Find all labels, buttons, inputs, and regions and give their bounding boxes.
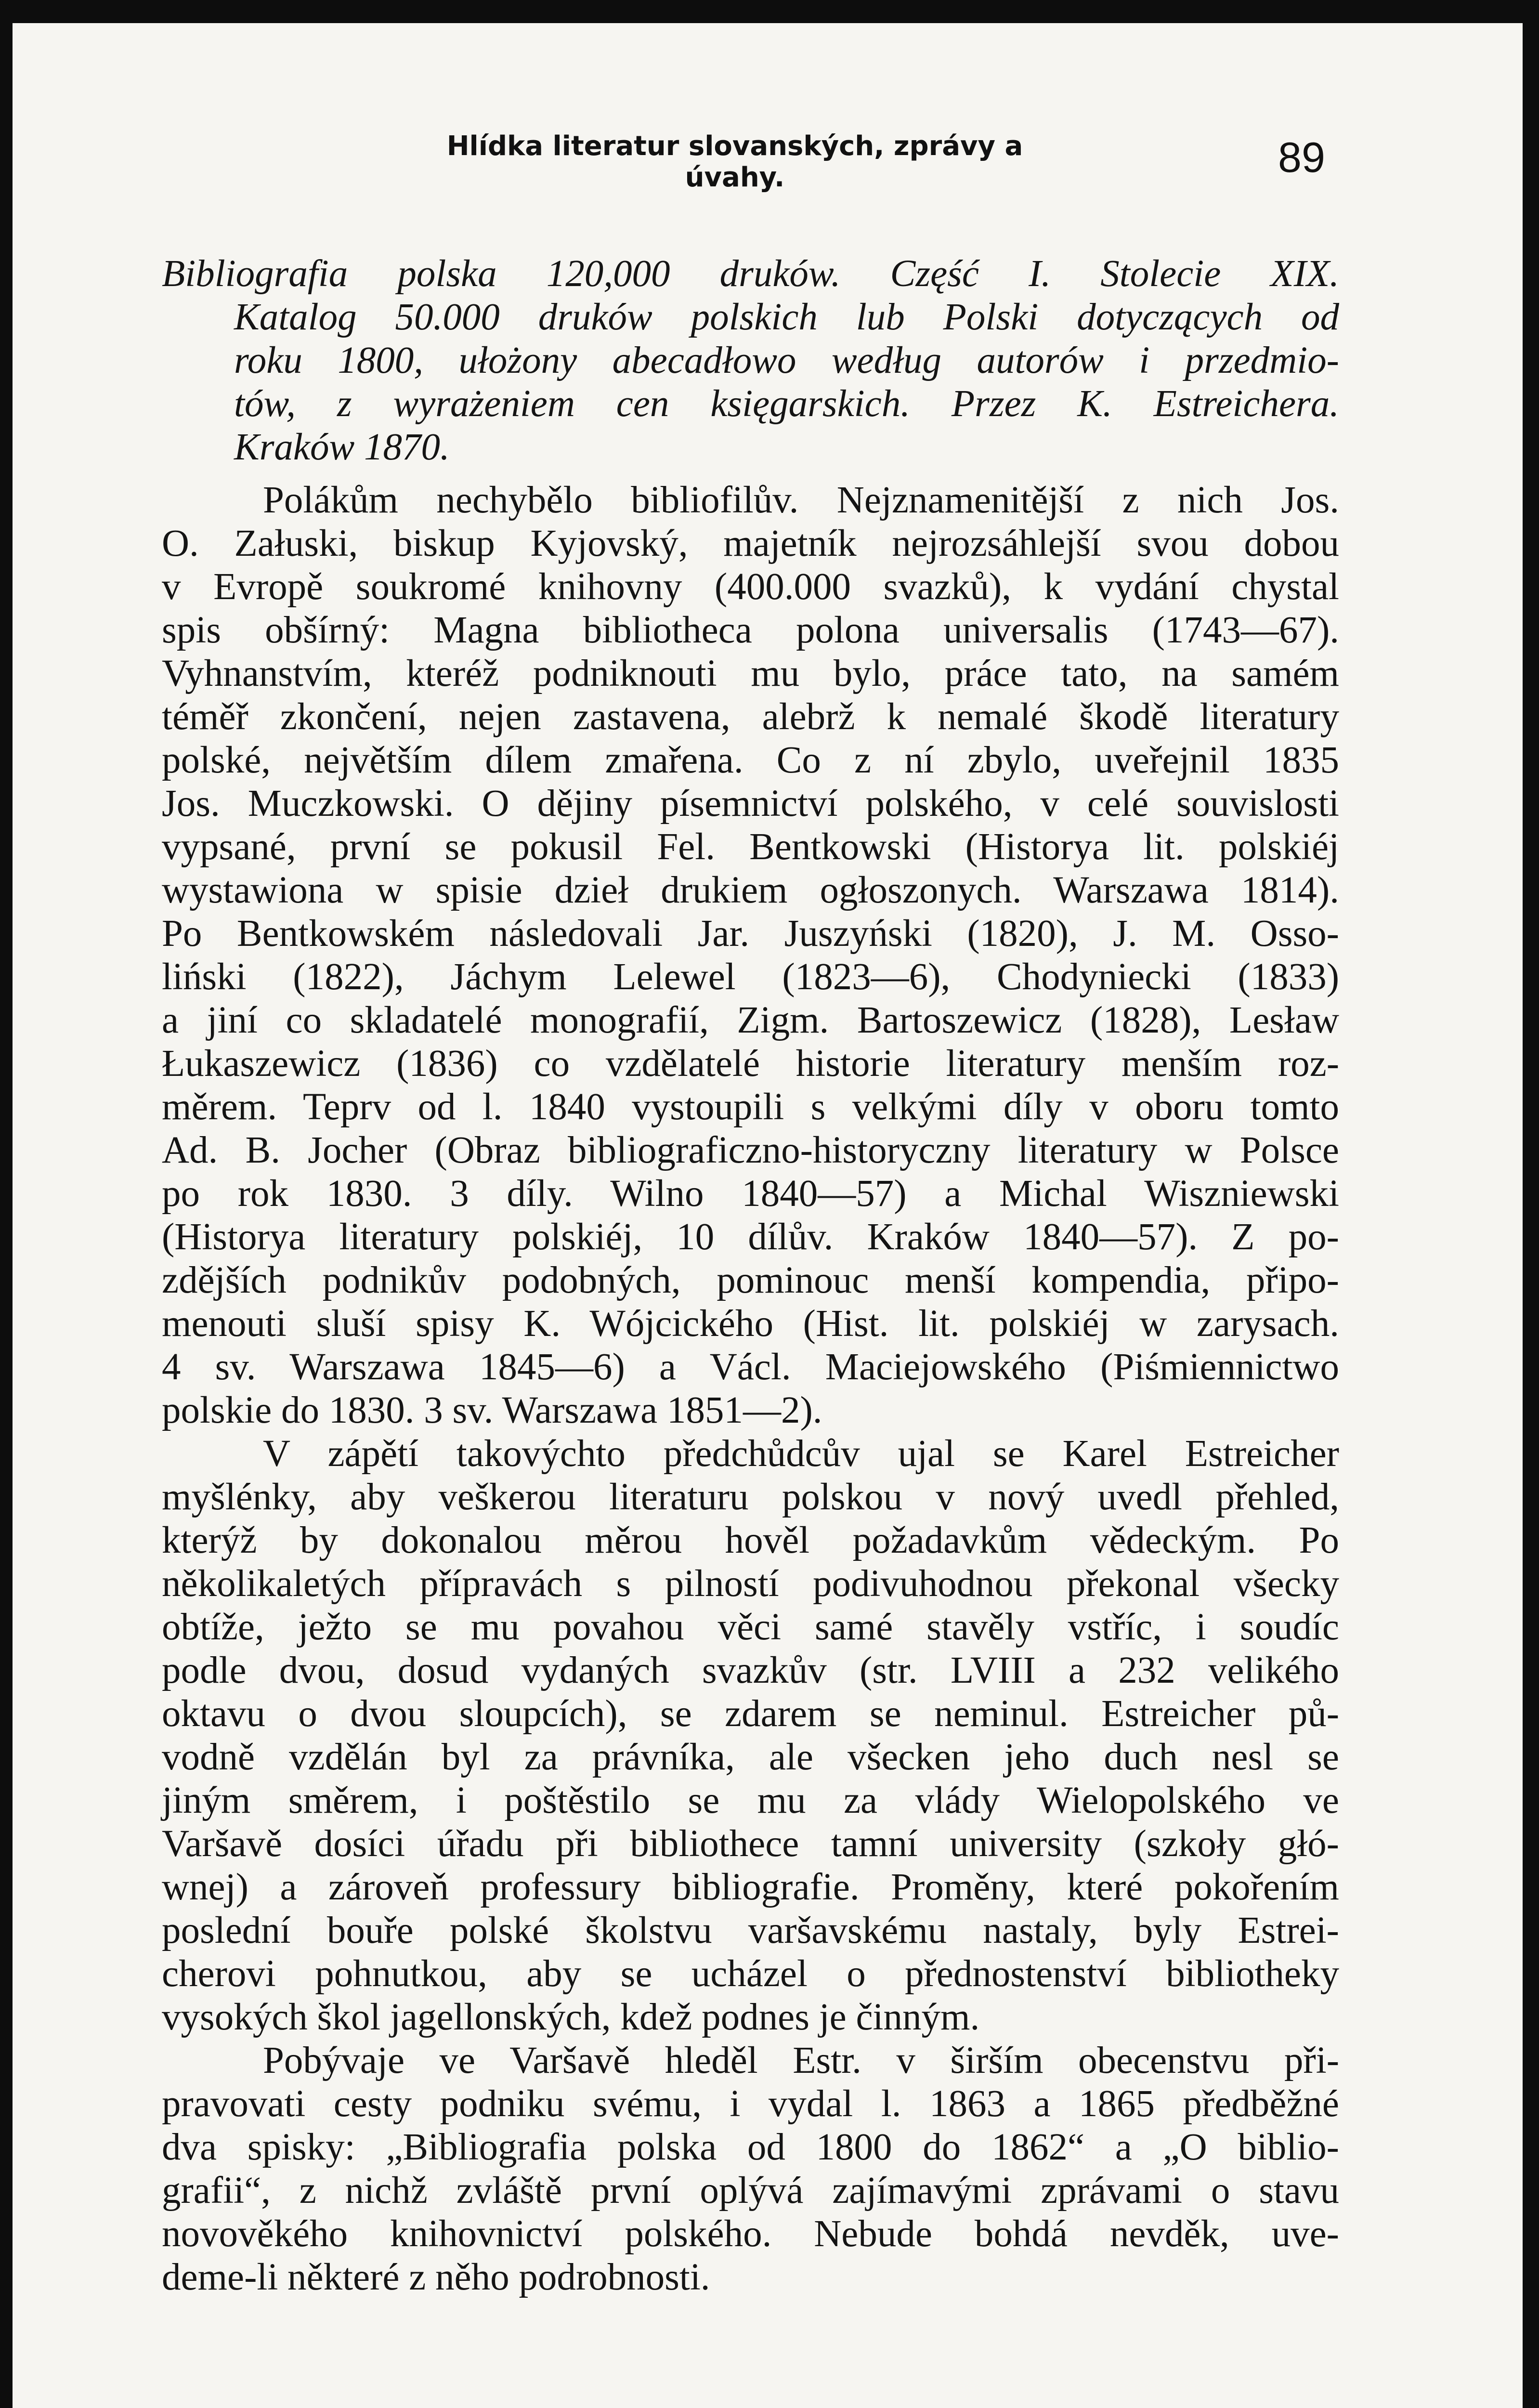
text-line: (Historya literatury polskiéj, 10 dílův. Kraków 1840—57). Z po- bbox=[162, 1216, 1339, 1258]
text-line: tów, z wyrażeniem cen księgarskich. Przez K. Estreichera. bbox=[234, 383, 1339, 425]
text-line: Kraków 1870. bbox=[234, 426, 450, 468]
text-line: jiným směrem, i poštěstilo se mu za vlády Wielopolského ve bbox=[162, 1780, 1339, 1821]
text-line: zdějších podnikův podobných, pominouc menší kompendia, připo- bbox=[162, 1259, 1339, 1301]
text-line: několikaletých přípravách s pilností podivuhodnou překonal všecky bbox=[162, 1563, 1339, 1605]
text-line: Polákům nechybělo bibliofilův. Nejznamenitější z nich Jos. bbox=[263, 479, 1339, 521]
text-line: poslední bouře polské školstvu varšavskému nastaly, byly Estrei- bbox=[162, 1910, 1339, 1951]
text-line: Varšavě dosíci úřadu při bibliothece tamní university (szkoły głó- bbox=[162, 1823, 1339, 1865]
text-line: Łukaszewicz (1836) co vzdělatelé historie literatury menším roz- bbox=[162, 1043, 1339, 1085]
text-line: novověkého knihovnictví polského. Nebude bohdá nevděk, uve- bbox=[162, 2213, 1339, 2255]
text-line: Jos. Muczkowski. O dějiny písemnictví polského, v celé souvislosti bbox=[162, 783, 1339, 824]
text-line: Bibliografia polska 120,000 druków. Część I. Stolecie XIX. bbox=[162, 253, 1339, 295]
paragraph bbox=[162, 1432, 1339, 2039]
text-line: Vyhnanstvím, kteréž podniknouti mu bylo, práce tato, na samém bbox=[162, 653, 1339, 694]
text-line: Po Bentkowském následovali Jar. Juszyński (1820), J. M. Osso- bbox=[162, 913, 1339, 955]
text-line: oktavu o dvou sloupcích), se zdarem se neminul. Estreicher pů- bbox=[162, 1693, 1339, 1735]
text-line: deme-li některé z něho podrobnosti. bbox=[162, 2256, 710, 2298]
text-line: vypsané, první se pokusil Fel. Bentkowski (Historya lit. polskiéj bbox=[162, 826, 1339, 868]
text-line: podle dvou, dosud vydaných svazkův (str. LVIII a 232 velikého bbox=[162, 1649, 1339, 1691]
page-body bbox=[162, 252, 1339, 2299]
text-line: liński (1822), Jáchym Lelewel (1823—6), Chodyniecki (1833) bbox=[162, 956, 1339, 998]
text-line: dva spisky: „Bibliografia polska od 1800 do 1862“ a „O biblio- bbox=[162, 2126, 1339, 2168]
text-line: roku 1800, ułożony abecadłowo według autorów i przedmio- bbox=[234, 340, 1339, 381]
text-line: V zápětí takovýchto předchůdcův ujal se Karel Estreicher bbox=[263, 1433, 1339, 1475]
book-page bbox=[13, 23, 1523, 2408]
running-title: Hlídka literatur slovanských, zprávy a úvahy. bbox=[446, 131, 1023, 193]
text-line: Pobývaje ve Varšavě hleděl Estr. v širším obecenstvu při- bbox=[263, 2040, 1339, 2081]
text-line: obtíže, ježto se mu povahou věci samé stavěly vstříc, i soudíc bbox=[162, 1606, 1339, 1648]
page-number: 89 bbox=[1278, 133, 1325, 181]
text-line: wnej) a zároveň professury bibliografie. Proměny, které pokořením bbox=[162, 1866, 1339, 1908]
text-line: wystawiona w spisie dzieł drukiem ogłoszonych. Warszawa 1814). bbox=[162, 869, 1339, 911]
text-line: polské, největším dílem zmařena. Co z ní zbylo, uveřejnil 1835 bbox=[162, 739, 1339, 781]
paragraph bbox=[162, 2039, 1339, 2299]
text-line: grafii“, z nichž zvláště první oplývá zajímavými zprávami o stavu bbox=[162, 2170, 1339, 2212]
paragraph bbox=[162, 479, 1339, 1432]
text-line: spis obšírný: Magna bibliotheca polona universalis (1743—67). bbox=[162, 609, 1339, 651]
text-line: měrem. Teprv od l. 1840 vystoupili s velkými díly v oboru tomto bbox=[162, 1086, 1339, 1128]
text-line: Ad. B. Jocher (Obraz bibliograficzno-historyczny literatury w Polsce bbox=[162, 1129, 1339, 1171]
text-line: v Evropě soukromé knihovny (400.000 svazků), k vydání chystal bbox=[162, 566, 1339, 608]
text-line: po rok 1830. 3 díly. Wilno 1840—57) a Michal Wiszniewski bbox=[162, 1173, 1339, 1215]
text-line: kterýž by dokonalou měrou hověl požadavkům vědeckým. Po bbox=[162, 1519, 1339, 1561]
text-line: vodně vzdělán byl za právníka, ale všecken jeho duch nesl se bbox=[162, 1736, 1339, 1778]
text-line: pravovati cesty podniku svému, i vydal l. 1863 a 1865 předběžné bbox=[162, 2083, 1339, 2125]
text-line: a jiní co skladatelé monografií, Zigm. Bartoszewicz (1828), Lesław bbox=[162, 999, 1339, 1041]
bibliography-entry bbox=[162, 252, 1339, 469]
text-line: vysokých škol jagellonských, kdež podnes je činným. bbox=[162, 1996, 980, 2038]
text-line: 4 sv. Warszawa 1845—6) a Václ. Maciejowského (Piśmiennictwo bbox=[162, 1346, 1339, 1388]
text-line: myšlénky, aby veškerou literaturu polskou v nový uvedl přehled, bbox=[162, 1476, 1339, 1518]
text-line: polskie do 1830. 3 sv. Warszawa 1851—2). bbox=[162, 1389, 822, 1431]
text-line: Katalog 50.000 druków polskich lub Polski dotyczących od bbox=[234, 296, 1339, 338]
text-line: téměř zkončení, nejen zastavena, alebrž k nemalé škodě literatury bbox=[162, 696, 1339, 738]
text-line: menouti sluší spisy K. Wójcického (Hist. lit. polskiéj w zarysach. bbox=[162, 1303, 1339, 1345]
text-line: cherovi pohnutkou, aby se ucházel o přednostenství bibliotheky bbox=[162, 1953, 1339, 1995]
text-line: O. Załuski, biskup Kyjovský, majetník nejrozsáhlejší svou dobou bbox=[162, 523, 1339, 564]
